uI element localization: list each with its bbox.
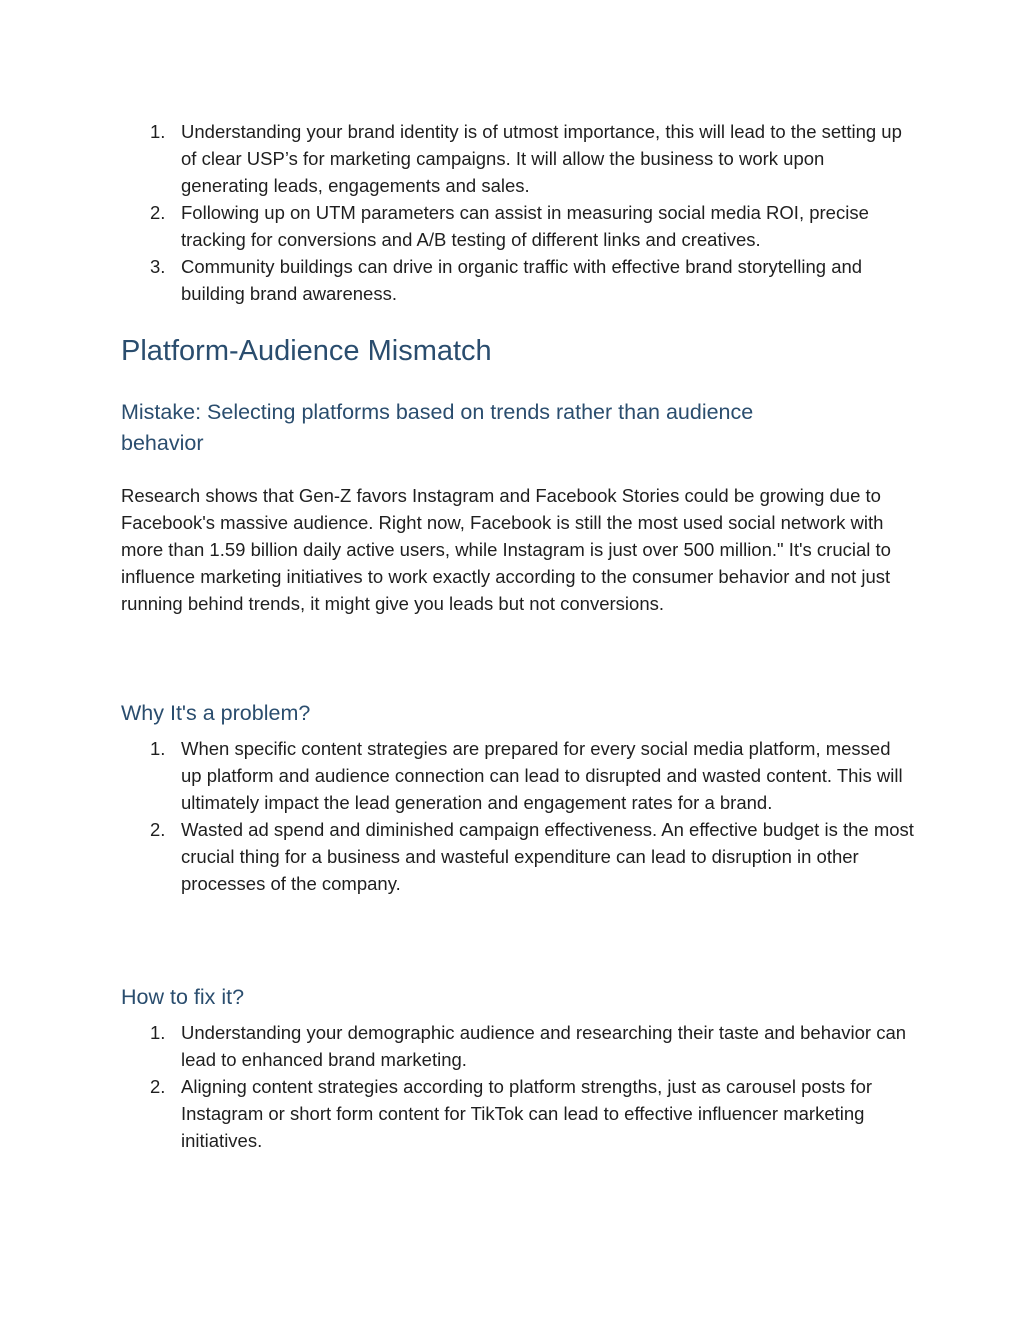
section-title: Platform-Audience Mismatch xyxy=(121,335,492,367)
fix-heading: How to fix it? xyxy=(121,985,245,1009)
list-item-text: Understanding your demographic audience and researching their taste and behavior can lead to enhanced brand marketing. xyxy=(181,1022,907,1070)
list-item xyxy=(0,118,1024,199)
fix-list xyxy=(0,1019,1024,1154)
list-number: 1. xyxy=(150,738,166,759)
list-number: 3. xyxy=(150,256,166,277)
intro-list xyxy=(0,118,1024,307)
problem-list xyxy=(0,735,1024,897)
list-item-text: When specific content strategies are prepared for every social media platform, messed up platform and audience connection can lead to disrupted and wasted content. This will ultimately impact the lead generation and engagement rates for a brand. xyxy=(181,738,903,813)
list-number: 2. xyxy=(150,202,166,223)
list-item xyxy=(0,735,1024,816)
list-item-text: Community buildings can drive in organic traffic with effective brand storytelling and building brand awareness. xyxy=(181,256,863,304)
list-item-text: Understanding your brand identity is of utmost importance, this will lead to the setting up of clear USP’s for marketing campaigns. It will allow the business to work upon generating leads, engagements and sales. xyxy=(181,121,902,196)
list-item-text: Following up on UTM parameters can assist in measuring social media ROI, precise tracking for conversions and A/B testing of different links and creatives. xyxy=(181,202,869,250)
mistake-heading: Mistake: Selecting platforms based on trends rather than audience behavior xyxy=(121,400,754,455)
list-item xyxy=(0,816,1024,897)
problem-heading: Why It's a problem? xyxy=(121,701,311,725)
list-item-text: Aligning content strategies according to platform strengths, just as carousel posts for Instagram or short form content for TikTok can lead to effective influencer marketing initiatives. xyxy=(181,1076,873,1151)
list-item xyxy=(0,199,1024,253)
body-paragraph: Research shows that Gen-Z favors Instagram and Facebook Stories could be growing due to Facebook's massive audience. Right now, Facebook is still the most used social network with more than 1.59 billion daily active users, while Instagram is just over 500 million." It's crucial to influence marketing initiatives to work exactly according to the consumer behavior and not just running behind trends, it might give you leads but not conversions. xyxy=(121,485,891,614)
list-item xyxy=(0,1073,1024,1154)
list-item xyxy=(0,1019,1024,1073)
list-number: 2. xyxy=(150,1076,166,1097)
list-item xyxy=(0,253,1024,307)
list-item-text: Wasted ad spend and diminished campaign effectiveness. An effective budget is the most crucial thing for a business and wasteful expenditure can lead to disruption in other processes of the company. xyxy=(181,819,914,894)
list-number: 1. xyxy=(150,121,166,142)
list-number: 2. xyxy=(150,819,166,840)
list-number: 1. xyxy=(150,1022,166,1043)
